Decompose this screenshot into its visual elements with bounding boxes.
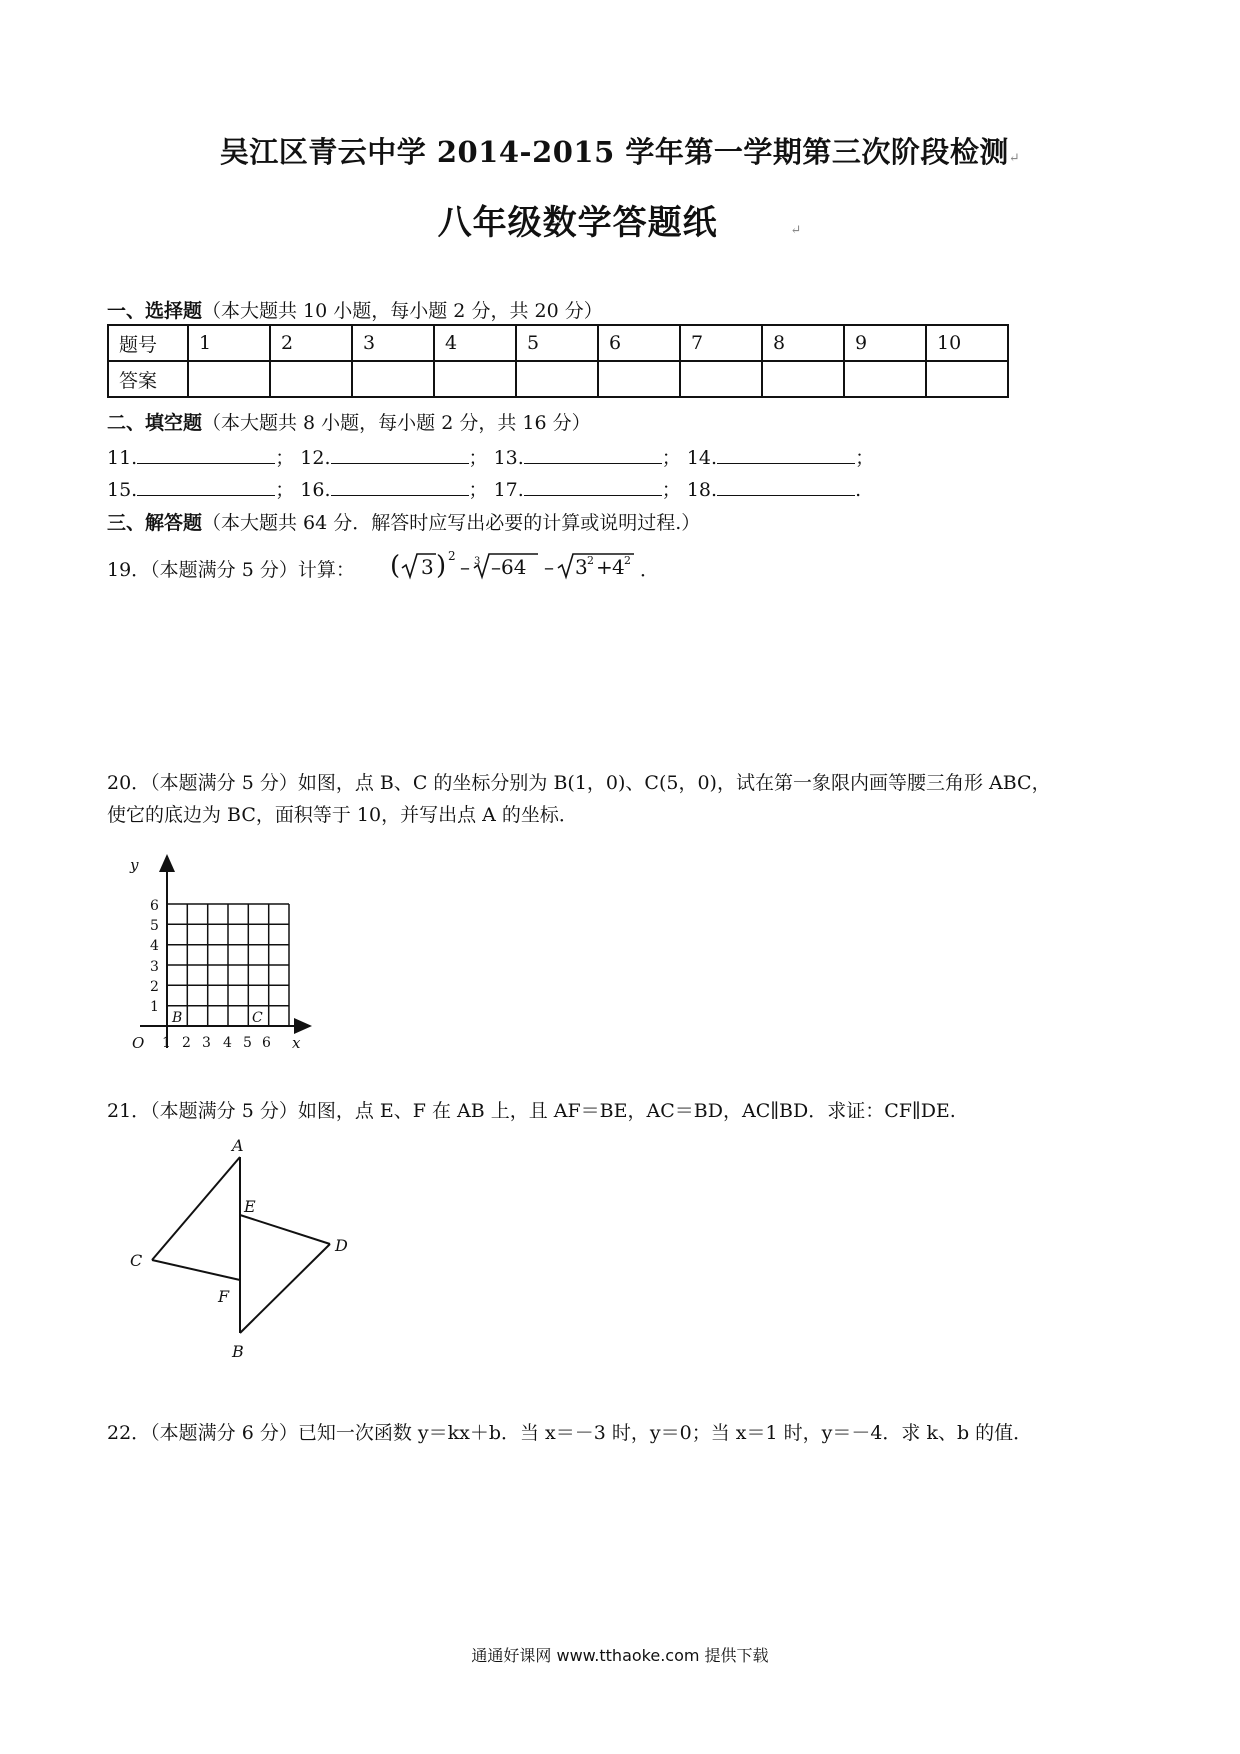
- answer-cell[interactable]: [188, 361, 270, 397]
- separator: ；: [275, 447, 295, 469]
- y-tick-label: 5: [150, 918, 159, 934]
- svg-text:4: 4: [612, 555, 625, 579]
- geometry-figure: [120, 1135, 360, 1375]
- exam-title-text: 吴江区青云中学 2014-2015 学年第一学期第三次阶段检测: [219, 135, 1009, 169]
- point-a-label: A: [232, 1136, 244, 1155]
- segment-ac: [152, 1157, 240, 1260]
- fill-item-label: 18.: [686, 479, 718, 501]
- question-number-cell: 7: [680, 325, 762, 361]
- return-mark-2: ↵: [790, 223, 803, 238]
- answer-cell[interactable]: [680, 361, 762, 397]
- fill-item-label: 13.: [493, 447, 524, 469]
- question-number-cell: 1: [188, 325, 270, 361]
- question-19-formula: [388, 540, 668, 590]
- section-fill-title: 二、填空题: [107, 412, 203, 434]
- question-number-cell: 5: [516, 325, 598, 361]
- return-mark: ↵: [1008, 151, 1021, 166]
- fill-row-2: [107, 475, 861, 502]
- answer-cell[interactable]: [516, 361, 598, 397]
- svg-text:(: (: [390, 551, 401, 581]
- answer-cell[interactable]: [926, 361, 1008, 397]
- x-tick-label: 5: [243, 1035, 252, 1051]
- svg-text:2: 2: [624, 554, 631, 567]
- answer-cell[interactable]: [598, 361, 680, 397]
- section-fill-heading: [107, 408, 591, 435]
- point-b-label: B: [172, 1010, 183, 1026]
- fill-blank[interactable]: [524, 477, 662, 496]
- svg-text:–: –: [544, 555, 554, 579]
- point-e-label: E: [244, 1197, 256, 1216]
- x-tick-label: 6: [262, 1035, 271, 1051]
- section-solve-heading: [107, 508, 700, 535]
- point-f-label: F: [218, 1287, 230, 1306]
- separator: ；: [275, 479, 295, 501]
- answer-cell[interactable]: [270, 361, 352, 397]
- point-c-label: C: [130, 1251, 143, 1270]
- separator: ；: [661, 447, 681, 469]
- y-axis-label: y: [130, 856, 139, 874]
- separator: ；: [855, 447, 875, 469]
- section-solve-note: （本大题共 64 分．解答时应写出必要的计算或说明过程.）: [202, 512, 701, 534]
- separator: ；: [661, 479, 681, 501]
- answer-sheet-title-text: 八年级数学答题纸: [437, 203, 718, 243]
- question-number-cell: 4: [434, 325, 516, 361]
- answer-table-answer-row: [108, 361, 1008, 397]
- question-21: 21．（本题满分 5 分）如图，点 E、F 在 AB 上，且 AF＝BE，AC＝BD，AC∥BD．求证：CF∥DE.: [107, 1100, 956, 1122]
- answer-cell[interactable]: [434, 361, 516, 397]
- point-c-label: C: [252, 1010, 263, 1026]
- point-b-label: B: [232, 1342, 244, 1361]
- exam-title: [0, 130, 1240, 171]
- answer-table: [107, 324, 1009, 398]
- fill-item-label: 16.: [300, 479, 331, 501]
- fill-item-label: 12.: [300, 447, 331, 469]
- svg-text:+: +: [596, 555, 613, 579]
- fill-blank[interactable]: [137, 445, 275, 464]
- separator: ；: [468, 447, 488, 469]
- segment-bd: [240, 1244, 330, 1333]
- question-number-cell: 8: [762, 325, 844, 361]
- y-tick-label: 1: [150, 999, 159, 1015]
- question-number-cell: 2: [270, 325, 352, 361]
- question-number-cell: 6: [598, 325, 680, 361]
- fill-item-label: 17.: [493, 479, 524, 501]
- svg-text:–64: –64: [491, 555, 527, 579]
- answer-cell[interactable]: [762, 361, 844, 397]
- section-fill-note: （本大题共 8 小题，每小题 2 分，共 16 分）: [202, 412, 591, 434]
- question-number-cell: 3: [352, 325, 434, 361]
- fill-item-label: 11.: [107, 447, 138, 469]
- question-22: 22．（本题满分 6 分）已知一次函数 y＝kx＋b．当 x＝－3 时，y＝0；当 x＝1 时，y＝－4．求 k、b 的值．: [107, 1422, 1033, 1444]
- svg-text:3: 3: [474, 556, 481, 567]
- fill-blank[interactable]: [331, 477, 469, 496]
- segment-cf: [152, 1260, 240, 1280]
- fill-blank[interactable]: [717, 477, 855, 496]
- question-number-cell: 10: [926, 325, 1008, 361]
- x-tick-label: 3: [202, 1035, 211, 1051]
- fill-blank[interactable]: [717, 445, 855, 464]
- origin-label: O: [132, 1034, 145, 1052]
- x-tick-label: 1: [162, 1035, 171, 1051]
- point-d-label: D: [335, 1236, 348, 1255]
- section-choice-heading: [107, 296, 603, 323]
- x-tick-label: 2: [182, 1035, 191, 1051]
- answer-table-number-row: [108, 325, 1008, 361]
- question-20-line2: 使它的底边为 BC，面积等于 10，并写出点 A 的坐标．: [107, 804, 578, 826]
- fill-row-1: [107, 443, 874, 470]
- question-19-period: ．: [640, 559, 660, 581]
- grid-lines: [167, 904, 289, 1026]
- question-20-line1: 20．（本题满分 5 分）如图，点 B、C 的坐标分别为 B(1，0)、C(5，0)，试在第一象限内画等腰三角形 ABC，: [107, 772, 1051, 794]
- svg-text:–: –: [460, 555, 470, 579]
- svg-text:3: 3: [421, 555, 434, 579]
- svg-text:2: 2: [587, 554, 594, 567]
- question-number-cell: 9: [844, 325, 926, 361]
- y-tick-label: 6: [150, 898, 159, 914]
- row-label-number: 题号: [108, 325, 188, 361]
- section-solve-title: 三、解答题: [107, 512, 203, 534]
- question-19-prefix: 19．（本题满分 5 分）计算：: [107, 559, 355, 581]
- coordinate-grid-figure: [100, 840, 360, 1060]
- x-axis-label: x: [292, 1034, 301, 1052]
- answer-sheet-title: [0, 195, 1240, 244]
- svg-text:2: 2: [448, 549, 456, 563]
- y-tick-label: 4: [150, 938, 159, 954]
- footer-text: 通通好课网 www.tthaoke.com 提供下载: [471, 1646, 769, 1665]
- answer-cell[interactable]: [844, 361, 926, 397]
- fill-blank[interactable]: [137, 477, 275, 496]
- question-19: [107, 555, 355, 582]
- answer-cell[interactable]: [352, 361, 434, 397]
- fill-blank[interactable]: [524, 445, 662, 464]
- y-tick-label: 3: [150, 959, 159, 975]
- fill-item-label: 14.: [686, 447, 718, 469]
- fill-item-label: 15.: [107, 479, 138, 501]
- x-tick-label: 4: [223, 1035, 232, 1051]
- end-period: .: [855, 479, 862, 501]
- segment-de: [240, 1215, 330, 1244]
- fill-blank[interactable]: [331, 445, 469, 464]
- svg-text:): ): [436, 551, 447, 581]
- section-choice-note: （本大题共 10 小题，每小题 2 分，共 20 分）: [202, 300, 603, 322]
- section-choice-title: 一、选择题: [107, 300, 203, 322]
- row-label-answer: 答案: [108, 361, 188, 397]
- svg-text:3: 3: [575, 555, 588, 579]
- y-tick-label: 2: [150, 979, 159, 995]
- separator: ；: [468, 479, 488, 501]
